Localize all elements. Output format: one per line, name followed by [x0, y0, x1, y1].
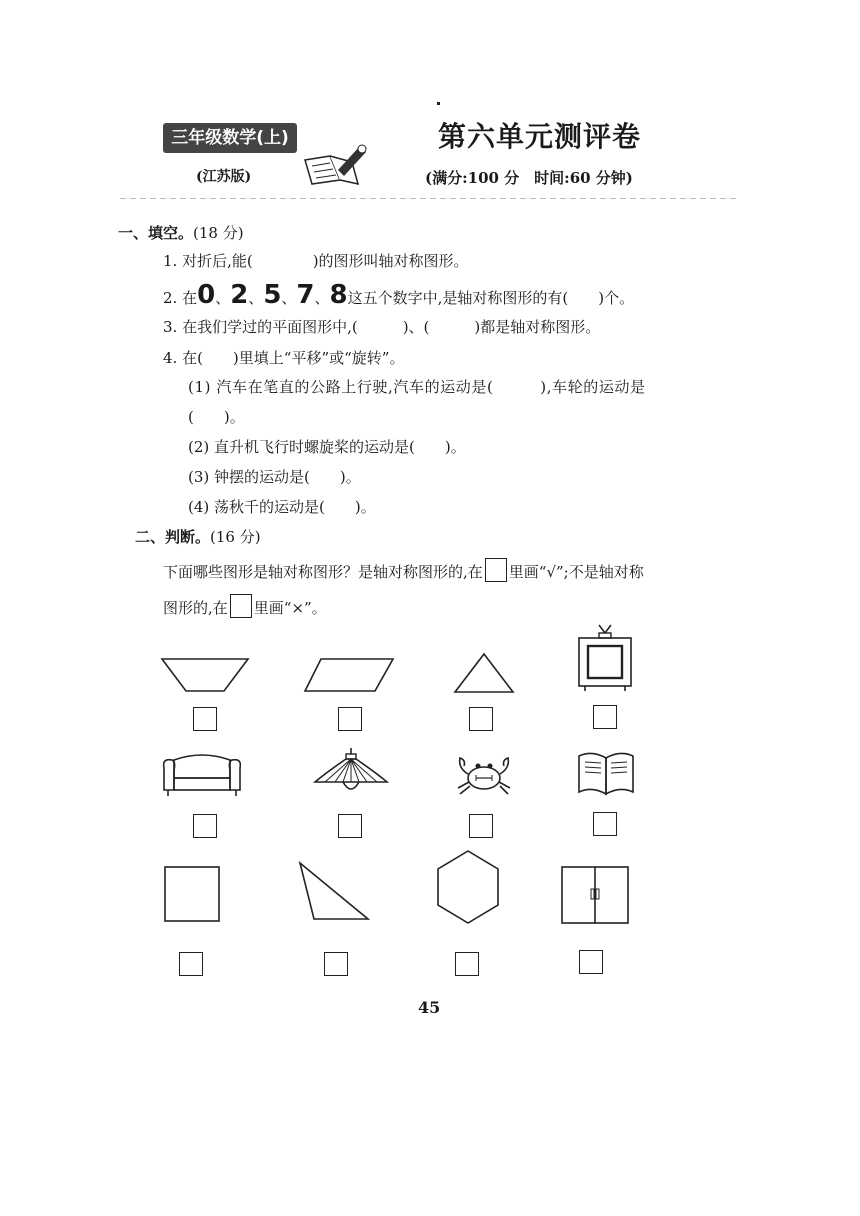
question-3: 3. 在我们学过的平面图形中,( )、( )都是轴对称图形。 — [163, 318, 601, 336]
crab-figure — [452, 752, 516, 798]
answer-box-cabinet[interactable] — [579, 950, 603, 974]
digit-7: 7 — [296, 280, 315, 310]
answer-box-tv[interactable] — [593, 705, 617, 729]
sep-3: 、 — [281, 289, 297, 307]
digit-2: 2 — [230, 280, 249, 310]
question-4-2: (2) 直升机飞行时螺旋桨的运动是( )。 — [188, 438, 466, 456]
digit-8: 8 — [329, 280, 348, 310]
answer-box-lamp[interactable] — [338, 814, 362, 838]
lamp-figure — [313, 748, 389, 798]
tv-figure — [577, 623, 633, 693]
exam-meta: (满分:100 分 时间:60 分钟) — [425, 169, 633, 187]
answer-box-right-triangle[interactable] — [324, 952, 348, 976]
question-4-1a: (1) 汽车在笔直的公路上行驶,汽车的运动是( ),车轮的运动是 — [188, 378, 646, 396]
triangle-figure — [453, 652, 515, 694]
question-2 — [163, 280, 634, 310]
cabinet-figure — [560, 865, 630, 925]
question-4-4: (4) 荡秋千的运动是( )。 — [188, 498, 376, 516]
hexagon-figure — [436, 849, 500, 925]
right-triangle-figure — [298, 861, 370, 921]
section1-heading — [118, 222, 244, 243]
book-figure — [577, 750, 635, 796]
sample-box — [230, 594, 252, 618]
instr-a: 下面哪些图形是轴对称图形？是轴对称图形的,在 — [163, 563, 483, 581]
section1-score: (18 分) — [193, 224, 244, 242]
instr-c: 图形的,在 — [163, 599, 228, 617]
instr-d: 里画“×”。 — [253, 599, 327, 617]
sep-2: 、 — [248, 289, 264, 307]
q2-suffix: 这五个数字中,是轴对称图形的有( )个。 — [347, 289, 635, 307]
trapezoid-figure — [160, 657, 250, 693]
section2-instruction-1 — [163, 558, 644, 582]
section2-score: (16 分) — [210, 528, 261, 546]
answer-box-square[interactable] — [179, 952, 203, 976]
question-4: 4. 在( )里填上“平移”或“旋转”。 — [163, 349, 405, 367]
digit-0: 0 — [197, 280, 216, 310]
section2-instruction-2 — [163, 594, 327, 618]
page-number: 45 — [418, 998, 441, 1017]
answer-box-triangle[interactable] — [469, 707, 493, 731]
section2-heading — [135, 526, 261, 547]
q2-prefix: 2. 在 — [163, 289, 198, 307]
section1-title: 一、填空。 — [118, 224, 194, 242]
answer-box-crab[interactable] — [469, 814, 493, 838]
square-figure — [163, 865, 221, 923]
answer-box-book[interactable] — [593, 812, 617, 836]
grade-badge: 三年级数学(上) — [163, 123, 297, 153]
answer-box-trapezoid[interactable] — [193, 707, 217, 731]
answer-box-sofa[interactable] — [193, 814, 217, 838]
digit-5: 5 — [263, 280, 282, 310]
instr-b: 里画“√”;不是轴对称 — [508, 563, 644, 581]
question-1: 1. 对折后,能( )的图形叫轴对称图形。 — [163, 252, 469, 270]
question-4-1b: ( )。 — [188, 408, 245, 426]
header-divider — [120, 198, 740, 199]
sample-box — [485, 558, 507, 582]
answer-box-hexagon[interactable] — [455, 952, 479, 976]
parallelogram-figure — [303, 657, 395, 693]
book-pencil-icon — [300, 140, 370, 190]
sep-4: 、 — [314, 289, 330, 307]
edition-label: (江苏版) — [196, 169, 252, 185]
print-dot — [437, 102, 440, 105]
question-4-3: (3) 钟摆的运动是( )。 — [188, 468, 361, 486]
answer-box-parallelogram[interactable] — [338, 707, 362, 731]
sep-1: 、 — [215, 289, 231, 307]
section2-title: 二、判断。 — [135, 528, 211, 546]
sofa-figure — [160, 748, 244, 798]
page-title: 第六单元测评卷 — [438, 120, 642, 153]
